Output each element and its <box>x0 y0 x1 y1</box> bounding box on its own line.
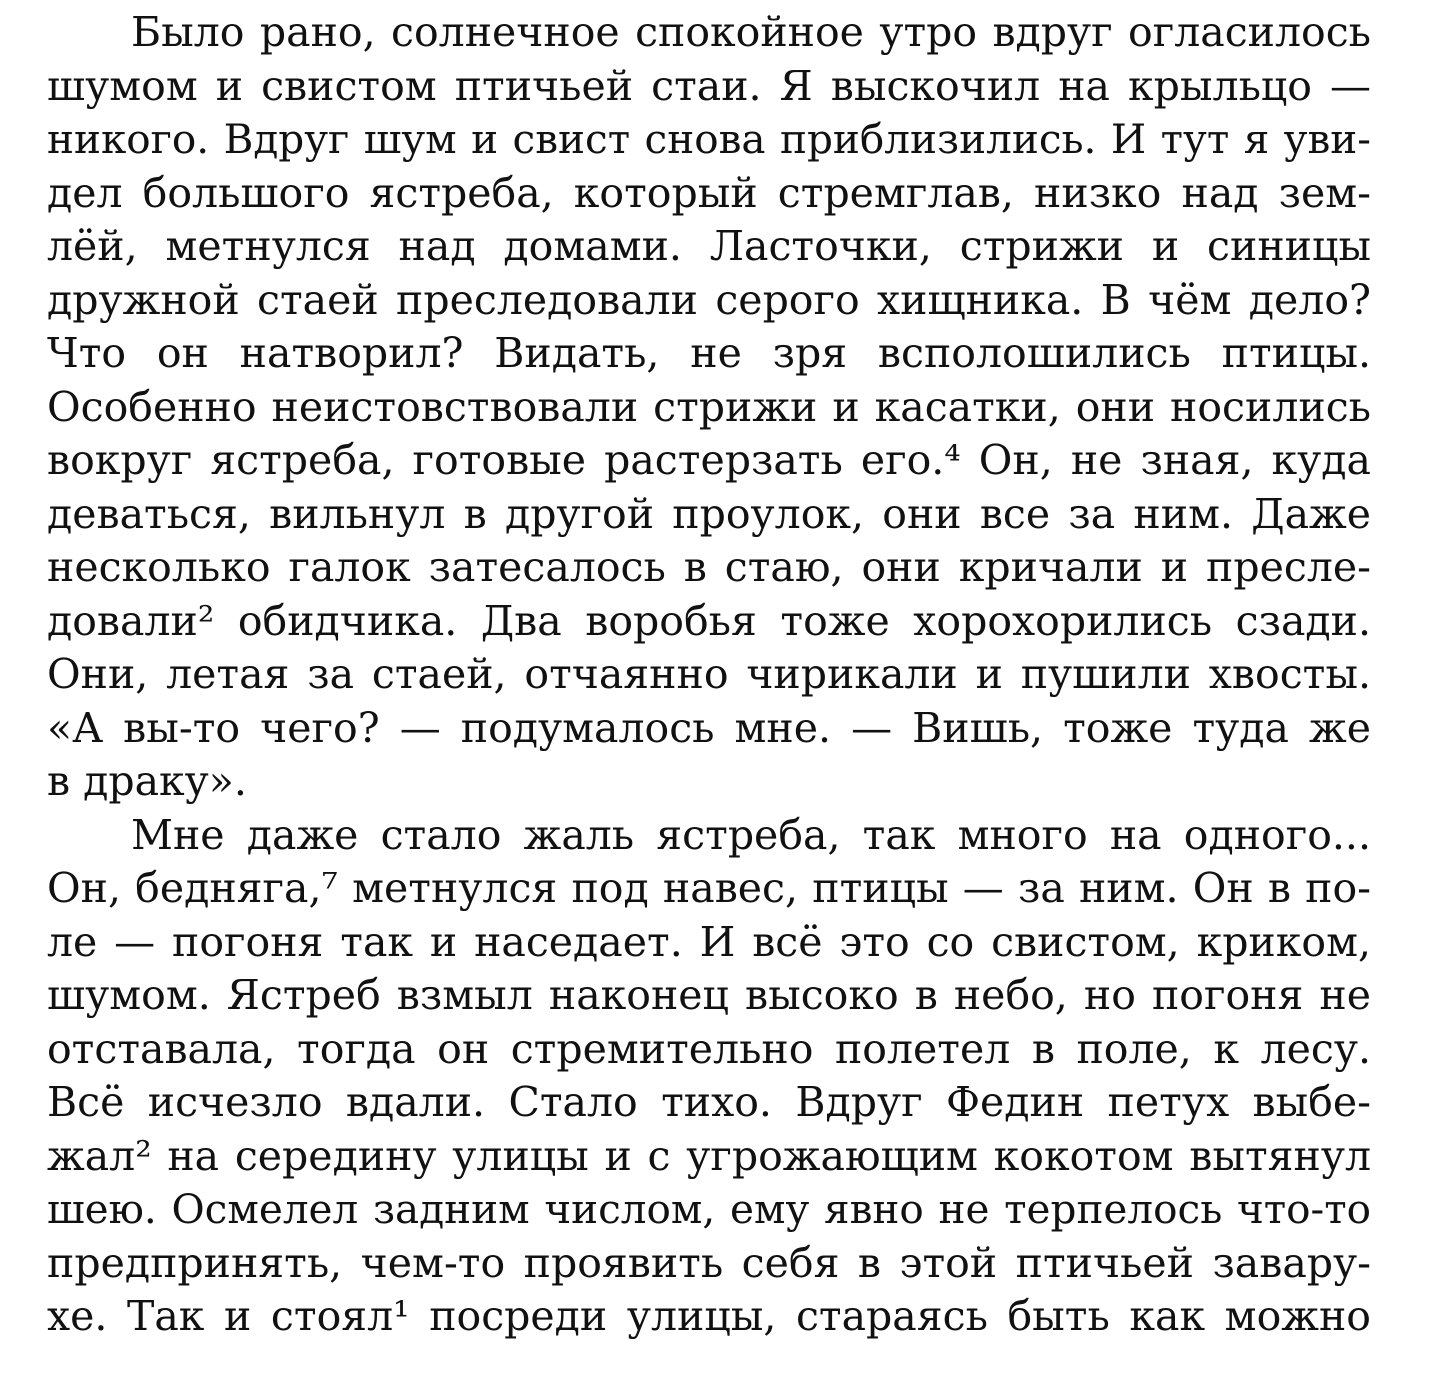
text-line: несколько галок затесалось в стаю, они кричали и пресле- <box>47 543 1371 591</box>
text-line: вокруг ястреба, готовые растерзать его.⁴ Он, не зная, куда <box>47 436 1371 484</box>
text-line: Что он натворил? Видать, не зря всполошились птицы. <box>47 329 1371 377</box>
text-line: деваться, вильнул в другой проулок, они все за ним. Даже <box>47 489 1371 538</box>
text-line: «А вы-то чего? — подумалось мне. — Вишь, тоже туда же <box>47 703 1371 752</box>
text-line: Мне даже стало жаль ястреба, так много на одного... <box>131 810 1371 859</box>
text-line: шумом и свистом птичьей стаи. Я выскочил на крыльцо — <box>47 61 1371 110</box>
text-line: предпринять, чем-то проявить себя в этой птичьей завару- <box>47 1238 1371 1287</box>
text-line: дел большого ястреба, который стремглав, низко над зем- <box>47 168 1371 217</box>
text-line: никого. Вдруг шум и свист снова приблизились. И тут я уви- <box>47 115 1371 163</box>
text-line: Особенно неистовствовали стрижи и касатки, они носились <box>47 382 1371 431</box>
text-line: лёй, метнулся над домами. Ласточки, стрижи и синицы <box>47 222 1371 270</box>
text-line: шею. Осмелел задним числом, ему явно не терпелось что-то <box>47 1185 1371 1233</box>
text-line: шумом. Ястреб взмыл наконец высоко в небо, но погоня не <box>47 971 1371 1019</box>
document-page <box>47 6 1371 1344</box>
text-line: дружной стаей преследовали серого хищника. В чём дело? <box>47 275 1371 324</box>
text-line: Он, бедняга,⁷ метнулся под навес, птицы — за ним. Он в по- <box>47 864 1371 912</box>
text-line: отставала, тогда он стремительно полетел в поле, к лесу. <box>47 1024 1371 1073</box>
text-line: хе. Так и стоял¹ посреди улицы, стараясь быть как можно <box>47 1292 1371 1340</box>
text-line: Они, летая за стаей, отчаянно чирикали и пушили хвосты. <box>47 650 1371 698</box>
text-line: Всё исчезло вдали. Стало тихо. Вдруг Федин петух выбе- <box>47 1078 1371 1126</box>
paragraph-2 <box>47 809 1371 1344</box>
text-line: довали² обидчика. Два воробья тоже хорохорились сзади. <box>47 596 1371 645</box>
text-line: Было рано, солнечное спокойное утро вдруг огласилось <box>131 8 1371 56</box>
text-line: ле — погоня так и наседает. И всё это со свистом, криком, <box>47 917 1371 966</box>
paragraph-1 <box>47 6 1371 809</box>
text-line: жал² на середину улицы и с угрожающим кокотом вытянул <box>47 1131 1371 1180</box>
text-line: в драку». <box>47 757 247 805</box>
